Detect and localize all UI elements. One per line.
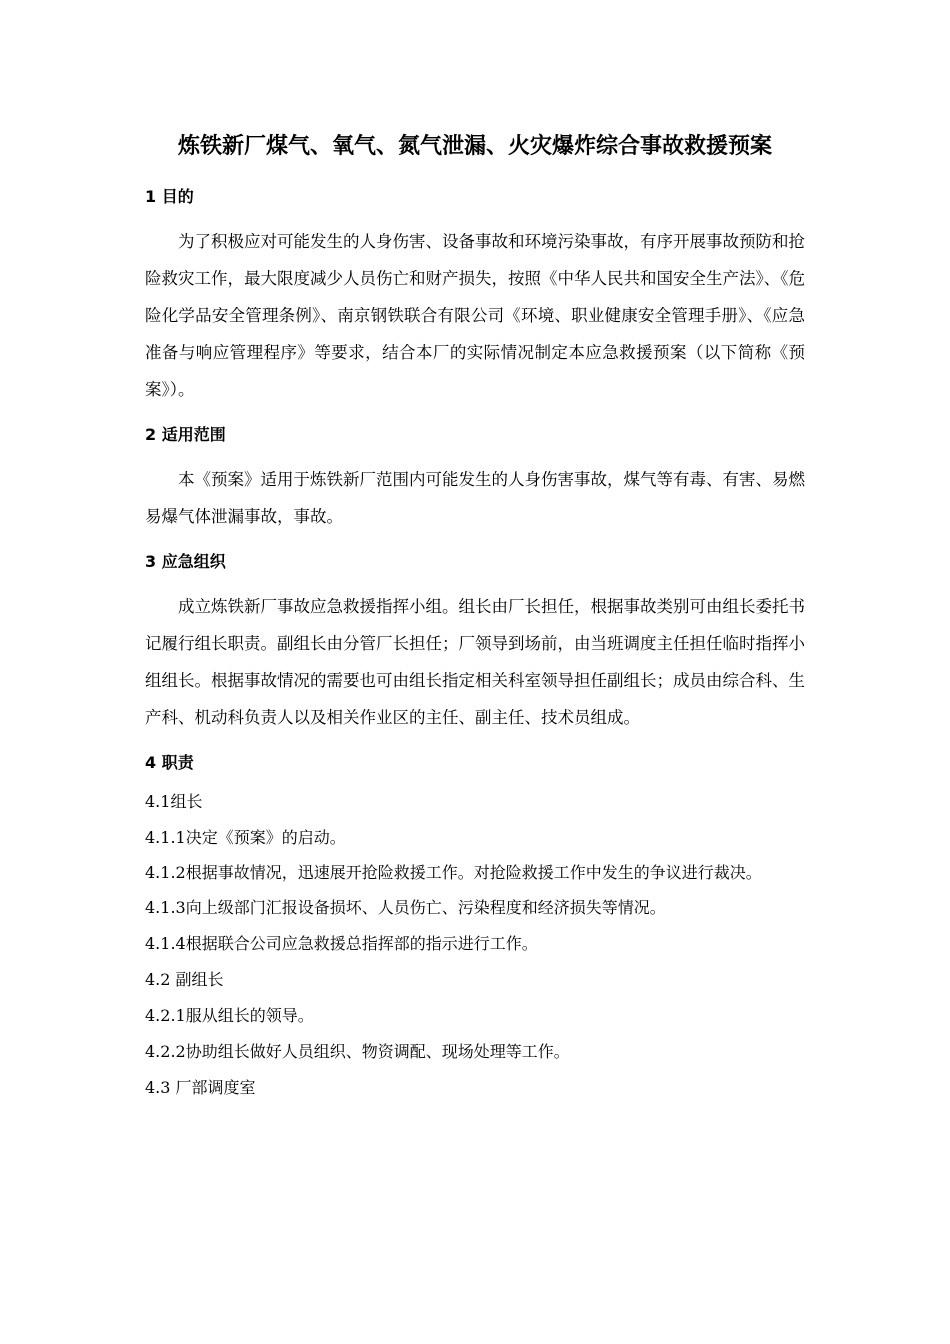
document-page xyxy=(145,130,805,1111)
duty-item: 4.2 副组长 xyxy=(145,970,224,989)
duty-item: 4.2.2协助组长做好人员组织、物资调配、现场处理等工作。 xyxy=(145,1042,570,1061)
section-heading-duties: 4 职责 xyxy=(145,753,194,772)
section-paragraph-organization: 成立炼铁新厂事故应急救援指挥小组。组长由厂长担任，根据事故类别可由组长委托书记履行组长职责。副组长由分管厂长担任；厂领导到场前，由当班调度主任担任临时指挥小组组长。根据事故情况的需要也可由组长指定相关科室领导担任副组长；成员由综合科、生产科、机动科负责人以及相关作业区的主任、副主任、技术员组成。 xyxy=(145,597,805,727)
duty-item: 4.1.3向上级部门汇报设备损坏、人员伤亡、污染程度和经济损失等情况。 xyxy=(145,898,666,917)
section-paragraph-scope: 本《预案》适用于炼铁新厂范围内可能发生的人身伤害事故，煤气等有毒、有害、易燃易爆气体泄漏事故，事故。 xyxy=(145,470,805,526)
duty-item: 4.1.2根据事故情况，迅速展开抢险救援工作。对抢险救援工作中发生的争议进行裁决。 xyxy=(145,863,762,882)
section-heading-organization: 3 应急组织 xyxy=(145,552,226,571)
section-paragraph-purpose: 为了积极应对可能发生的人身伤害、设备事故和环境污染事故，有序开展事故预防和抢险救灾工作，最大限度减少人员伤亡和财产损失，按照《中华人民共和国安全生产法》、《危险化学品安全管理条例》、南京钢铁联合有限公司《环境、职业健康安全管理手册》、《应急准备与响应管理程序》等要求，结合本厂的实际情况制定本应急救援预案（以下简称《预案》）。 xyxy=(145,232,805,399)
duty-item: 4.1组长 xyxy=(145,792,203,811)
duty-item: 4.1.1决定《预案》的启动。 xyxy=(145,828,346,847)
duty-item: 4.2.1服从组长的领导。 xyxy=(145,1006,314,1025)
section-heading-purpose: 1 目的 xyxy=(145,187,194,206)
duty-item: 4.3 厂部调度室 xyxy=(145,1078,256,1097)
document-title: 炼铁新厂煤气、氧气、氮气泄漏、火灾爆炸综合事故救援预案 xyxy=(177,134,772,159)
duty-item: 4.1.4根据联合公司应急救援总指挥部的指示进行工作。 xyxy=(145,934,538,953)
section-heading-scope: 2 适用范围 xyxy=(145,425,226,444)
